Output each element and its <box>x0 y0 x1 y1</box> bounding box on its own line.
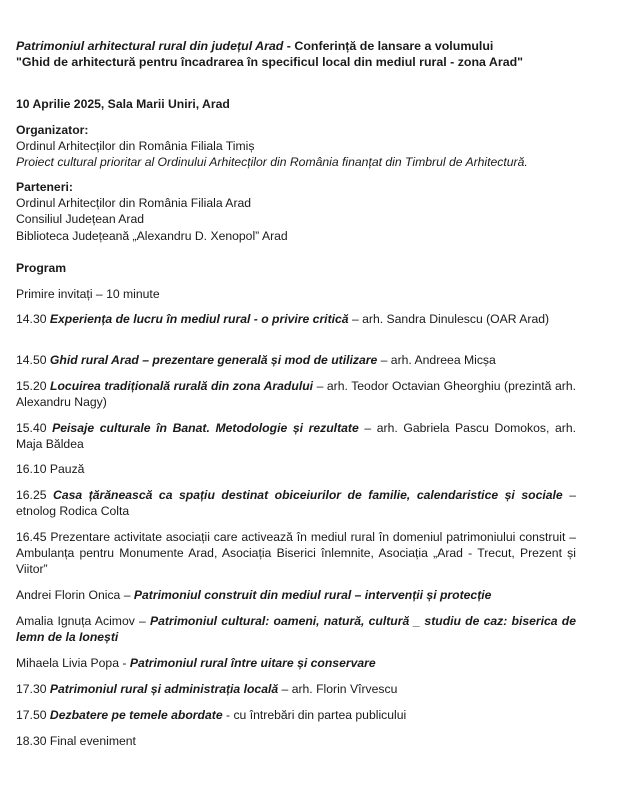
program-item: 14.50 Ghid rural Arad – prezentare generală și mod de utilizare – arh. Andreea Micșa <box>16 353 496 367</box>
program-item: Amalia Ignuța Acimov – Patrimoniul cultural: oameni, natură, cultură _ studiu de caz: biserica de lemn de la Ionești <box>16 614 576 645</box>
title-line1-part2: - Conferință de lansare a volumului <box>283 39 494 53</box>
organizer-section <box>16 122 576 171</box>
program-item: 15.40 Peisaje culturale în Banat. Metodologie și rezultate – arh. Gabriela Pascu Domokos, arh. Maja Băldea <box>16 421 577 452</box>
partner-item: Biblioteca Județeană „Alexandru D. Xenopol” Arad <box>16 228 288 243</box>
program-item: 16.25 Casa țărănească ca spațiu destinat obiceiurilor de familie, calendaristice și sociale – etnolog Rodica Colta <box>16 488 576 519</box>
program-item: Mihaela Livia Popa - Patrimoniul rural între uitare și conservare <box>16 656 376 670</box>
document-title <box>16 38 576 70</box>
program-item: 15.20 Locuirea tradițională rurală din zona Aradului – arh. Teodor Octavian Gheorghiu (prezintă arh. Alexandru Nagy) <box>16 379 576 410</box>
partner-item: Consiliul Județean Arad <box>16 212 145 227</box>
program-label: Program <box>16 261 67 275</box>
partner-item: Ordinul Arhitecților din România Filiala Arad <box>16 196 252 211</box>
event-date: 10 Aprilie 2025, Sala Marii Uniri, Arad <box>16 97 230 111</box>
organizer-label: Organizator: <box>16 123 89 137</box>
program-item: 16.10 Pauză <box>16 462 85 476</box>
program-item: 18.30 Final eveniment <box>16 734 136 748</box>
program-item: 17.30 Patrimoniul rural și administrația locală – arh. Florin Vîrvescu <box>16 682 398 696</box>
program-item: Primire invitați – 10 minute <box>16 287 160 301</box>
partners-label: Parteneri: <box>16 180 73 194</box>
program-item: 17.50 Dezbatere pe temele abordate - cu întrebări din partea publicului <box>16 708 407 722</box>
title-line1-part1: Patrimoniul arhitectural rural din județul Arad <box>16 39 284 53</box>
program-item: 14.30 Experiența de lucru în mediul rural - o privire critică – arh. Sandra Dinulescu (OAR Arad) <box>16 312 550 326</box>
organizer-name: Ordinul Arhitecților din România Filiala Timiș <box>16 139 255 154</box>
program-item: Andrei Florin Onica – Patrimoniul construit din mediul rural – intervenții și protecție <box>16 588 492 602</box>
organizer-note: Proiect cultural prioritar al Ordinului Arhitecților din România finanțat din Timbrul de Arhitectură. <box>16 155 528 170</box>
program-item: 16.45 Prezentare activitate asociații care activează în mediul rural în domeniul patrimoniului construit – Ambulanța pentru Monumente Arad, Asociația Biserici înlemnite, Asociația „Arad - Trecut, Prezent și Viitor” <box>16 530 576 577</box>
title-line2: "Ghid de arhitectură pentru încadrarea în specificul local din mediul rural - zona Arad" <box>16 55 524 70</box>
partners-section <box>16 179 576 244</box>
